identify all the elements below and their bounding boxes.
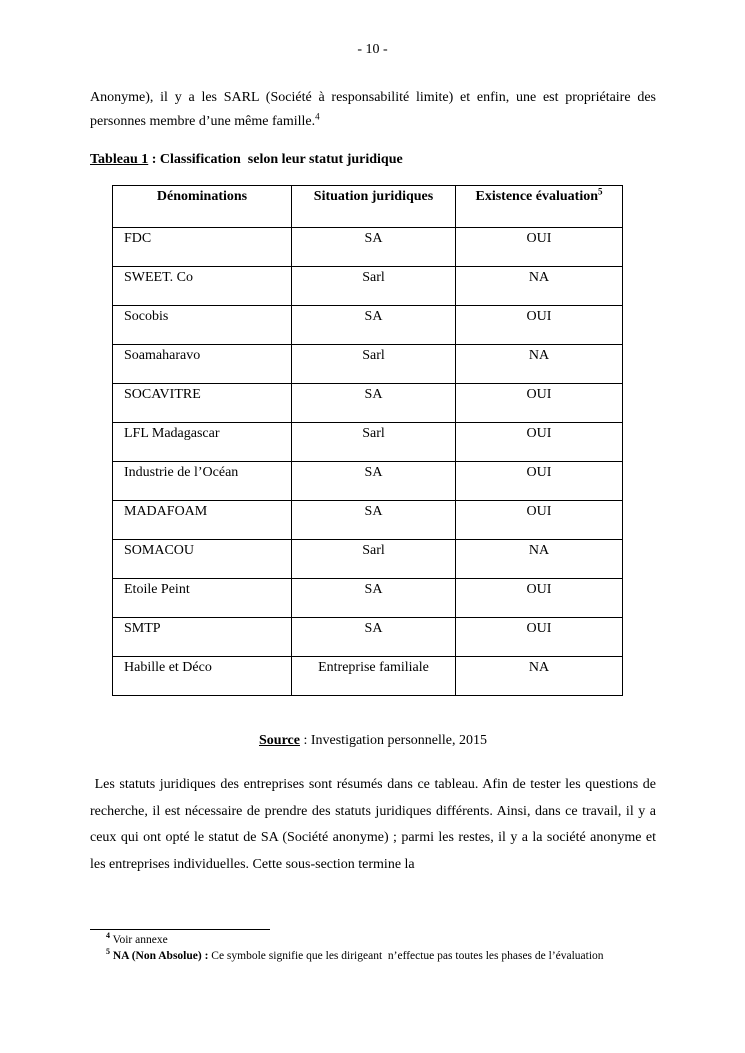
cell-situation-juridique: SA	[292, 618, 456, 657]
table-header-row	[113, 186, 623, 228]
cell-denomination: SOCAVITRE	[113, 384, 292, 423]
cell-denomination: Industrie de l’Océan	[113, 462, 292, 501]
col-header-situation-juridiques: Situation juridiques	[292, 186, 456, 228]
footnote-4-text: Voir annexe	[110, 934, 168, 946]
source-line	[90, 733, 656, 749]
cell-situation-juridique: SA	[292, 462, 456, 501]
intro-paragraph	[90, 86, 656, 134]
cell-situation-juridique: SA	[292, 579, 456, 618]
cell-existence-evaluation: OUI	[456, 306, 623, 345]
table-body	[113, 228, 623, 696]
cell-existence-evaluation: OUI	[456, 384, 623, 423]
cell-situation-juridique: SA	[292, 306, 456, 345]
cell-situation-juridique: SA	[292, 501, 456, 540]
footnote-4-number: 4	[106, 931, 110, 941]
footnote-5-text: Ce symbole signifie que les dirigeant n’effectue pas toutes les phases de l’évaluation	[211, 949, 604, 962]
cell-existence-evaluation: OUI	[456, 579, 623, 618]
cell-denomination: SWEET. Co	[113, 267, 292, 306]
cell-denomination: Soamaharavo	[113, 345, 292, 384]
footnote-5-number: 5	[106, 946, 110, 956]
cell-denomination: LFL Madagascar	[113, 423, 292, 462]
cell-denomination: Etoile Peint	[113, 579, 292, 618]
table-row	[113, 384, 623, 423]
cell-denomination: Socobis	[113, 306, 292, 345]
footnote-5-label: NA (Non Absolue) :	[110, 949, 212, 962]
cell-existence-evaluation: OUI	[456, 618, 623, 657]
classification-table	[112, 185, 623, 696]
footnote-4	[106, 933, 662, 949]
cell-situation-juridique: Sarl	[292, 267, 456, 306]
col-header-existence-evaluation: Existence évaluation$^5$	[456, 186, 623, 228]
cell-existence-evaluation: NA	[456, 540, 623, 579]
intro-text: Anonyme), il y a les SARL (Société à responsabilité limite) et enfin, une est propriétaire des personnes membre d’une même famille.	[90, 90, 656, 129]
footnote-5	[106, 946, 662, 965]
source-text: : Investigation personnelle, 2015	[299, 733, 487, 748]
table-row	[113, 306, 623, 345]
cell-situation-juridique: SA	[292, 384, 456, 423]
table-row	[113, 267, 623, 306]
cell-situation-juridique: Sarl	[292, 345, 456, 384]
table-row	[113, 228, 623, 267]
footnote-ref-5-marker: 5	[598, 186, 603, 197]
source-label: Source	[259, 733, 300, 748]
table-row	[113, 501, 623, 540]
table-row	[113, 657, 623, 696]
cell-denomination: MADAFOAM	[113, 501, 292, 540]
table-row	[113, 618, 623, 657]
cell-existence-evaluation: NA	[456, 657, 623, 696]
body-paragraph: Les statuts juridiques des entreprises sont résumés dans ce tableau. Afin de tester les questions de recherche, il est nécessaire de prendre des statuts juridiques différents. Ainsi, dans ce travail, il y a ceux qui ont opté le statut de SA (Société anonyme) ; parmi les restes, il y a la société anonyme et les entreprises individuelles. Cette sous-section termine la	[90, 777, 656, 872]
cell-situation-juridique: Sarl	[292, 423, 456, 462]
cell-situation-juridique: SA	[292, 228, 456, 267]
cell-existence-evaluation: OUI	[456, 501, 623, 540]
table-caption	[90, 152, 690, 168]
table-row	[113, 462, 623, 501]
table-row	[113, 540, 623, 579]
cell-existence-evaluation: OUI	[456, 462, 623, 501]
col-header-denominations: Dénominations	[113, 186, 292, 228]
cell-situation-juridique: Entreprise familiale	[292, 657, 456, 696]
cell-denomination: SMTP	[113, 618, 292, 657]
table-row	[113, 423, 623, 462]
cell-denomination: SOMACOU	[113, 540, 292, 579]
cell-denomination: FDC	[113, 228, 292, 267]
cell-denomination: Habille et Déco	[113, 657, 292, 696]
cell-existence-evaluation: NA	[456, 267, 623, 306]
footnote-ref-4-marker: 4	[315, 111, 320, 122]
page-number: - 10 -	[357, 42, 388, 57]
cell-situation-juridique: Sarl	[292, 540, 456, 579]
footnotes-section	[106, 933, 662, 964]
table-caption-label: Tableau 1	[90, 152, 149, 167]
cell-existence-evaluation: OUI	[456, 423, 623, 462]
footnote-separator	[90, 929, 270, 930]
table-row	[113, 345, 623, 384]
table-caption-text: : Classification selon leur statut juridique	[148, 152, 403, 167]
cell-existence-evaluation: NA	[456, 345, 623, 384]
cell-existence-evaluation: OUI	[456, 228, 623, 267]
table-row	[113, 579, 623, 618]
